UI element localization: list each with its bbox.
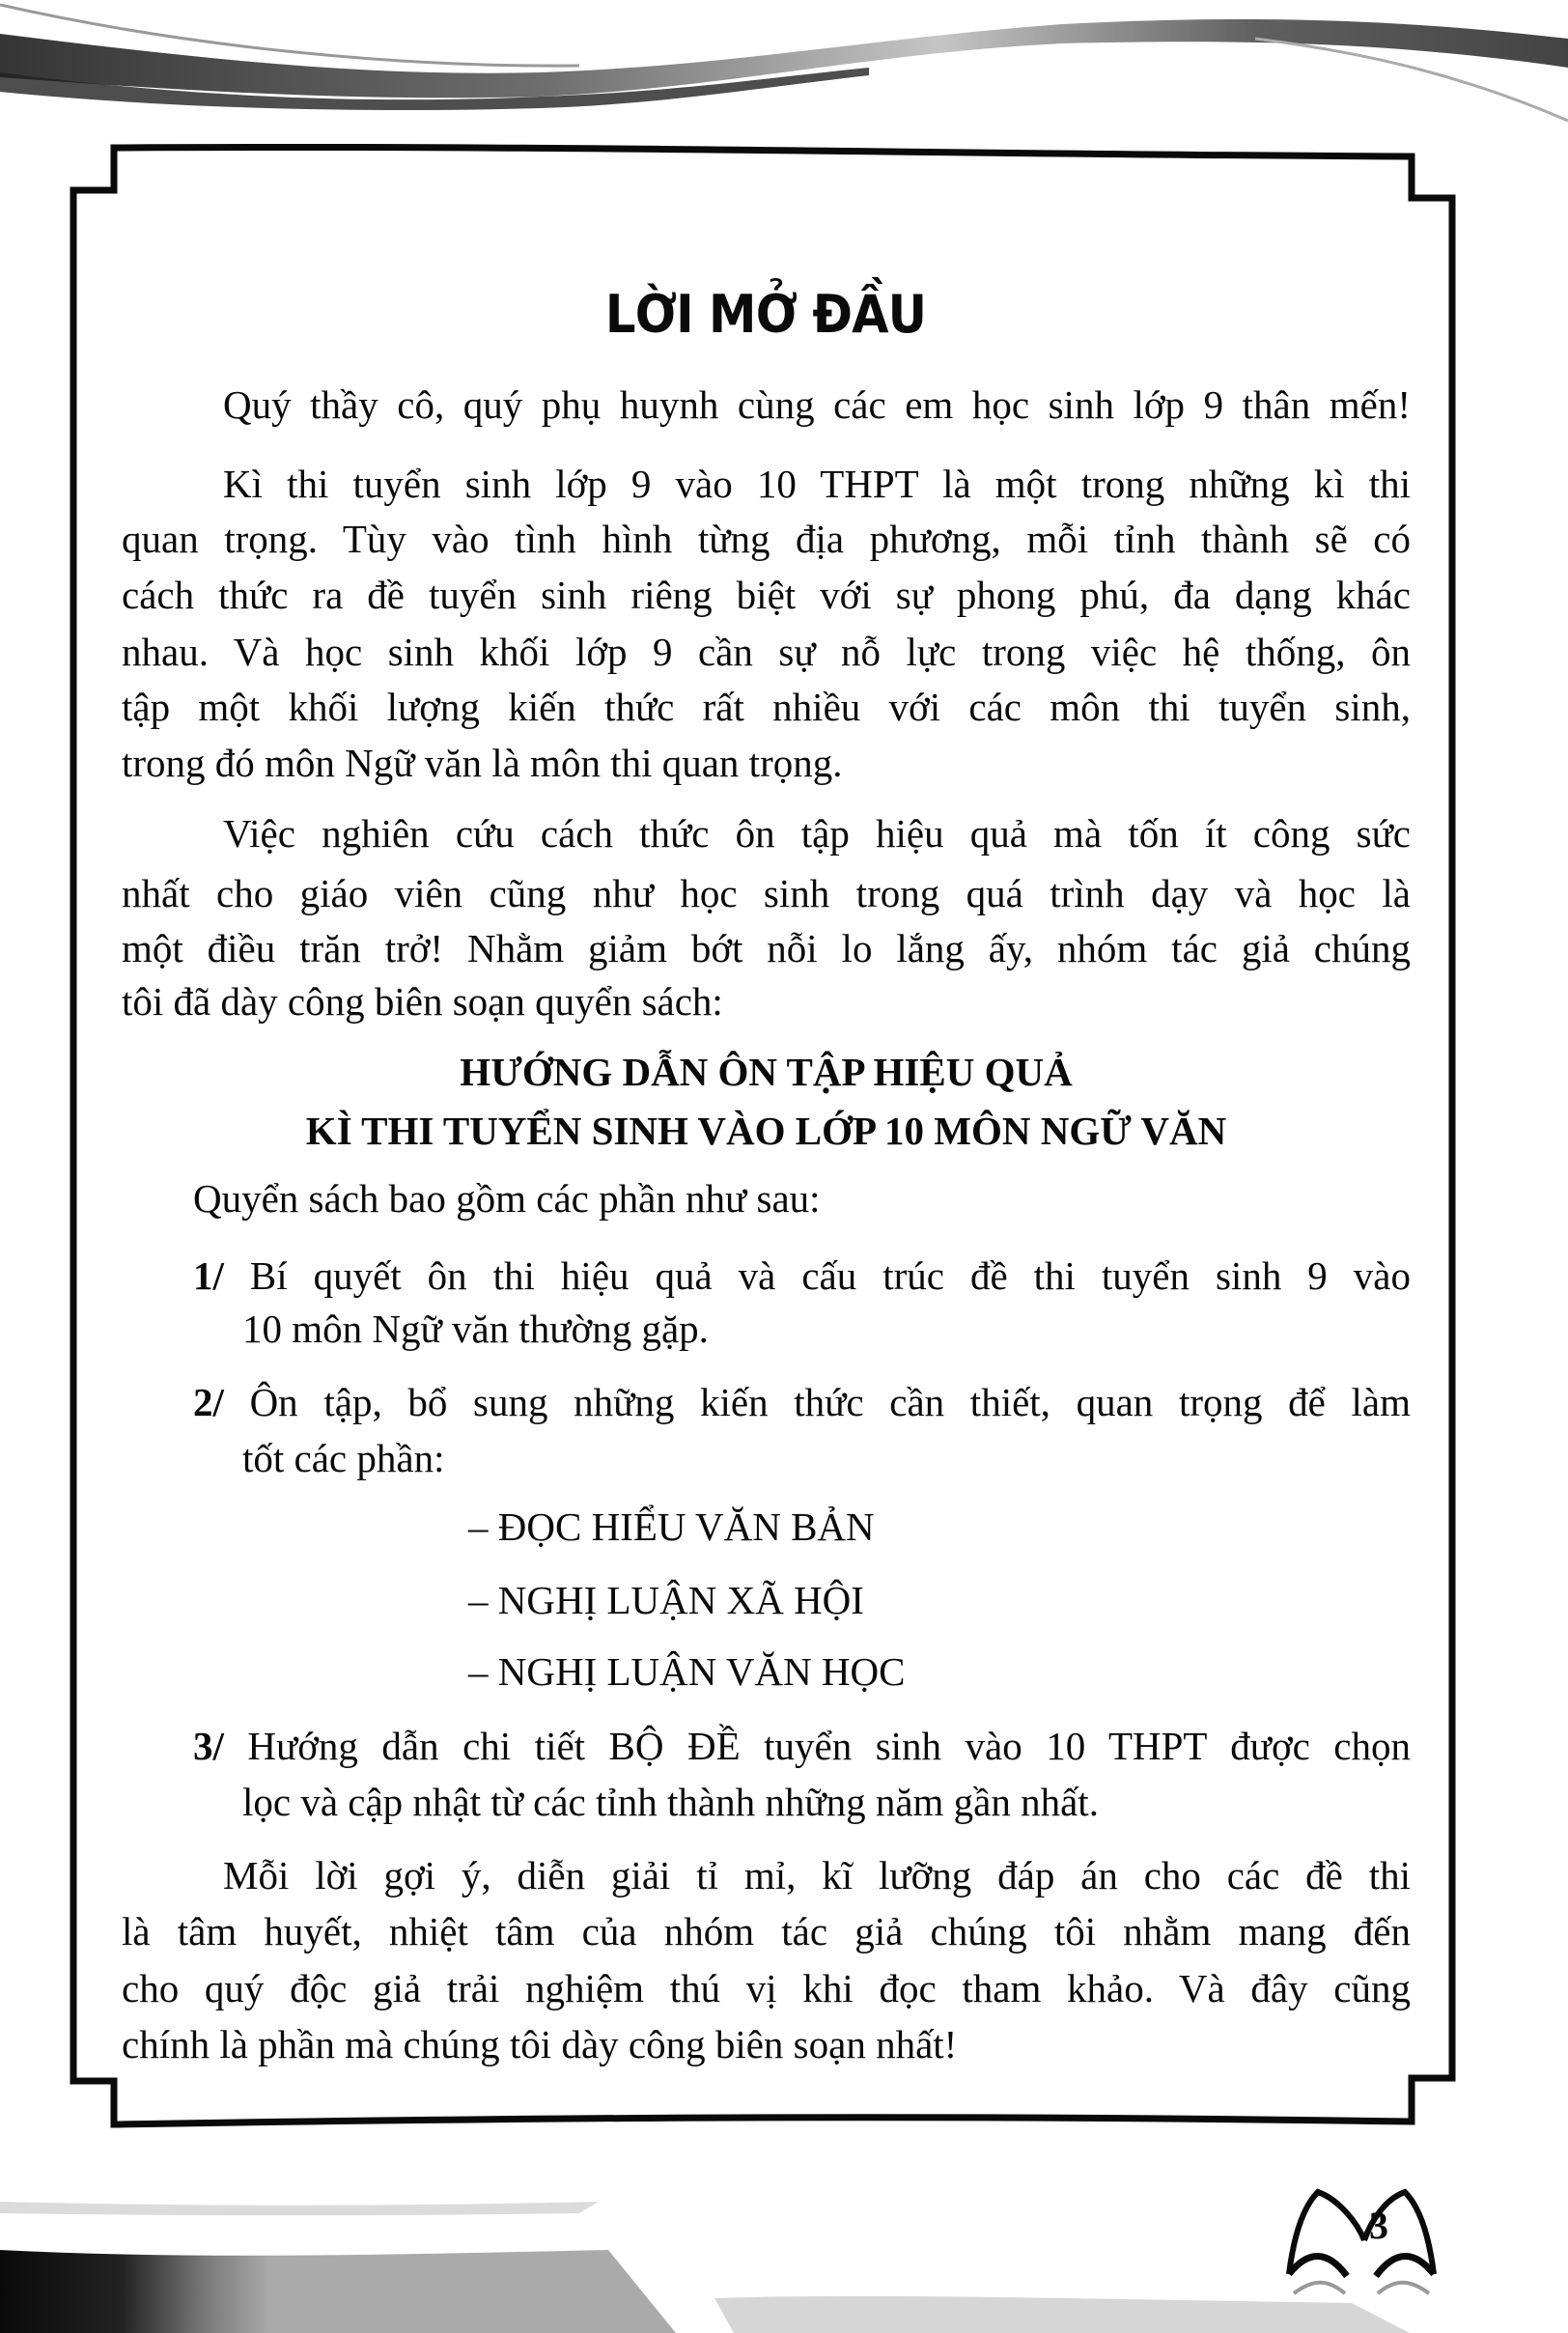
text-line: tôi đã dày công biên soạn quyển sách:	[122, 979, 723, 1024]
sub-part: – ĐỌC HIỂU VĂN BẢN	[468, 1504, 875, 1549]
text-line: cho quý độc giả trải nghiệm thú vị khi đọc tham khảo. Và đây cũng	[122, 1966, 1411, 2010]
greeting: Quý thầy cô, quý phụ huynh cùng các em học sinh lớp 9 thân mến!	[223, 382, 1411, 427]
list-item-line: 10 môn Ngữ văn thường gặp.	[242, 1307, 709, 1351]
text-line: Mỗi lời gợi ý, diễn giải tỉ mỉ, kĩ lưỡng đáp án cho các đề thi	[223, 1853, 1411, 1897]
list-number: 3/	[193, 1724, 224, 1768]
book-title-line: KÌ THI TUYỂN SINH VÀO LỚP 10 MÔN NGỮ VĂN	[305, 1109, 1227, 1153]
page-title-text: LỜI MỞ ĐẦU	[604, 284, 927, 346]
list-item-line	[193, 1248, 1411, 1304]
text-line: nhất cho giáo viên cũng như học sinh trong quá trình dạy và học là	[122, 871, 1411, 915]
page-number: 3	[1369, 2204, 1388, 2247]
text-line: Kì thi tuyển sinh lớp 9 vào 10 THPT là một trong những kì thi	[223, 462, 1411, 506]
text-line: nhau. Và học sinh khối lớp 9 cần sự nỗ lực trong việc hệ thống, ôn	[122, 630, 1411, 674]
list-item-line	[193, 1718, 1411, 1774]
book-title-line: HƯỚNG DẪN ÔN TẬP HIỆU QUẢ	[460, 1050, 1073, 1094]
text-line: là tâm huyết, nhiệt tâm của nhóm tác giả chúng tôi nhằm mang đến	[122, 1909, 1411, 1954]
list-item-line: tốt các phần:	[242, 1436, 445, 1480]
contents-intro: Quyển sách bao gồm các phần như sau:	[193, 1176, 821, 1221]
open-book-icon	[1279, 2187, 1443, 2303]
list-item-text: Ôn tập, bổ sung những kiến thức cần thiết, quan trọng để làm	[249, 1380, 1412, 1424]
text-line: tập một khối lượng kiến thức rất nhiều với các môn thi tuyển sinh,	[122, 685, 1411, 729]
list-number: 1/	[193, 1253, 224, 1298]
text-line: quan trọng. Tùy vào tình hình từng địa phương, mỗi tỉnh thành sẽ có	[122, 517, 1411, 561]
list-item-line: lọc và cập nhật từ các tỉnh thành những năm gần nhất.	[242, 1780, 1099, 1824]
text-line: trong đó môn Ngữ văn là môn thi quan trọng.	[122, 741, 843, 785]
list-item-text: Hướng dẫn chi tiết BỘ ĐỀ tuyển sinh vào 10 THPT được chọn	[247, 1724, 1412, 1768]
page-title	[61, 281, 1503, 349]
sub-part: – NGHỊ LUẬN XÃ HỘI	[468, 1578, 864, 1622]
text-line: chính là phần mà chúng tôi dày công biên soạn nhất!	[122, 2022, 958, 2066]
list-number: 2/	[193, 1380, 224, 1424]
sub-part: – NGHỊ LUẬN VĂN HỌC	[468, 1649, 906, 1694]
text-line: Việc nghiên cứu cách thức ôn tập hiệu quả mà tốn ít công sức	[223, 811, 1411, 856]
text-line: một điều trăn trở! Nhằm giảm bớt nỗi lo lắng ấy, nhóm tác giả chúng	[122, 926, 1411, 970]
list-item-line	[193, 1374, 1411, 1430]
text-line: cách thức ra đề tuyển sinh riêng biệt với sự phong phú, đa dạng khác	[122, 573, 1411, 617]
list-item-text: Bí quyết ôn thi hiệu quả và cấu trúc đề thi tuyển sinh 9 vào	[249, 1253, 1411, 1298]
